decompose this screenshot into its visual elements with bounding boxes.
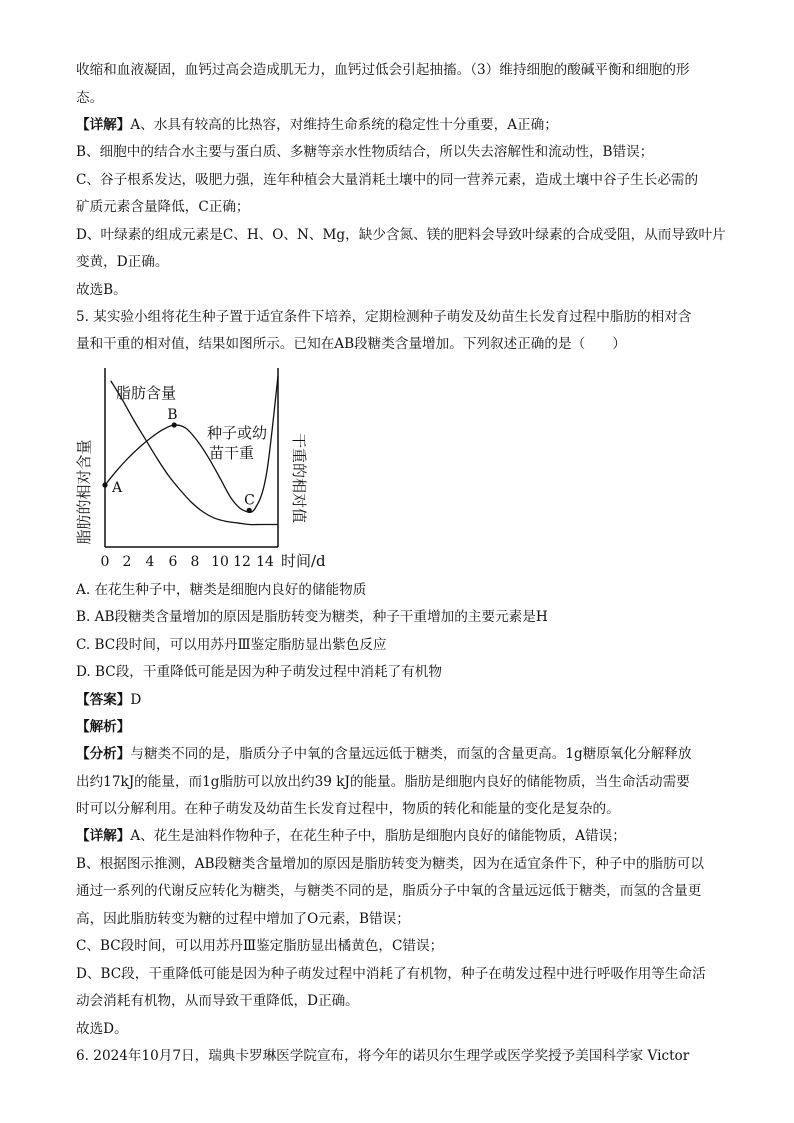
paragraph-line (76, 307, 691, 327)
analysis-line (76, 826, 626, 846)
x-tick-label: 2 (122, 554, 132, 569)
option-b (76, 607, 548, 627)
paragraph-line (76, 280, 127, 300)
line-text: 态。 (76, 90, 104, 106)
analysis-line (76, 964, 706, 984)
point-b (172, 422, 177, 427)
section-tag: 【答案】 (76, 692, 131, 708)
paragraph-line (76, 334, 626, 354)
paragraph-line (76, 88, 103, 108)
line-text: 高，因此脂肪转变为糖的过程中增加了O元素，B错误； (76, 911, 410, 927)
label-b: B (167, 406, 178, 423)
line-text: 通过一系列的代谢反应转化为糖类，与糖类不同的是，脂质分子中氧的含量远远低于糖类，而氢的含量更 (76, 883, 702, 899)
paragraph-line (76, 170, 698, 190)
analysis-line (76, 991, 359, 1011)
label-dry-weight-2: 苗干重 (209, 444, 255, 462)
line-text: C、谷子根系发达，吸肥力强，连年种植会大量消耗土壤中的同一营养元素，造成土壤中谷子生长必需的 (76, 172, 699, 188)
analysis-line (76, 909, 410, 929)
x-tick-label: 0 (100, 554, 110, 569)
label-dry-weight-1: 种子或幼 (207, 424, 268, 442)
label-fat-content: 脂肪含量 (116, 384, 177, 402)
analysis-line (76, 1019, 128, 1039)
y-axis-label-right: 干重的相对值 (290, 432, 308, 524)
analysis-line (76, 936, 443, 956)
line-text: A. 在花生种子中，糖类是细胞内良好的储能物质 (76, 582, 367, 598)
section-tag: 【解析】 (76, 719, 131, 735)
option-d (76, 662, 442, 682)
line-text: D、BC段，干重降低可能是因为种子萌发过程中消耗了有机物，种子在萌发过程中进行呼吸作用等生命活 (76, 966, 706, 982)
line-text: A、水具有较高的比热容，对维持生命系统的稳定性十分重要，A正确； (130, 117, 558, 133)
line-text: C. BC段时间，可以用苏丹Ⅲ鉴定脂肪显出紫色反应 (76, 637, 387, 653)
line-text: D. BC段，干重降低可能是因为种子萌发过程中消耗了有机物 (76, 664, 442, 680)
answer-line (76, 690, 141, 710)
analysis-heading (76, 717, 130, 737)
section-tag: 【详解】 (76, 828, 131, 844)
paragraph-line (76, 225, 726, 245)
label-c: C (244, 492, 255, 509)
analysis-line (76, 799, 620, 819)
chart (70, 364, 340, 569)
line-text: 故选B。 (76, 282, 127, 298)
label-a: A (112, 480, 123, 497)
x-tick-label: 10 (211, 554, 229, 569)
line-text: 量和干重的相对值，结果如图所示。已知在AB段糖类含量增加。下列叙述正确的是（ ） (76, 336, 626, 352)
paragraph-line (76, 60, 690, 80)
analysis-line (76, 772, 690, 792)
x-tick-label: 12 (233, 554, 251, 569)
x-tick-label: 14 (256, 554, 274, 569)
line-text: A、花生是油料作物种子，在花生种子中，脂肪是细胞内良好的储能物质，A错误； (130, 828, 626, 844)
analysis-line (76, 881, 701, 901)
line-text: 变黄，D正确。 (76, 254, 169, 270)
line-text: B、细胞中的结合水主要与蛋白质、多糖等亲水性物质结合，所以失去溶解性和流动性，B错误； (76, 144, 654, 160)
x-tick-label: 4 (145, 554, 155, 569)
paragraph-line (76, 252, 168, 272)
x-tick-label: 6 (168, 554, 178, 569)
line-text: 6. 2024年10月7日，瑞典卡罗琳医学院宣布，将今年的诺贝尔生理学或医学奖授予美国科学家 Victor (76, 1048, 690, 1064)
line-text: C、BC段时间，可以用苏丹Ⅲ鉴定脂肪显出橘黄色，C错误； (76, 938, 444, 954)
analysis-line (76, 1046, 689, 1066)
line-text: 收缩和血液凝固，血钙过高会造成肌无力，血钙过低会引起抽搐。（3）维持细胞的酸碱平衡和细胞的形 (76, 62, 690, 78)
line-text: 出约17kJ的能量，而1g脂肪可以放出约39 kJ的能量。脂肪是细胞内良好的储能物质，当生命活动需要 (76, 774, 690, 790)
analysis-line (76, 744, 691, 764)
line-text: 与糖类不同的是，脂质分子中氧的含量远远低于糖类，而氢的含量更高。1g糖原氧化分解释放 (130, 746, 692, 762)
option-a (76, 580, 366, 600)
option-c (76, 635, 387, 655)
paragraph-line (76, 197, 250, 217)
line-text: 矿质元素含量降低，C正确； (76, 199, 250, 215)
section-tag: 【详解】 (76, 117, 131, 133)
figure (70, 364, 340, 573)
line-text: B、根据图示推测，AB段糖类含量增加的原因是脂肪转变为糖类，因为在适宜条件下，种子中的脂肪可以 (76, 856, 704, 872)
paragraph-line (76, 142, 653, 162)
y-axis-label-left: 脂肪的相对含量 (75, 439, 93, 545)
line-text: 故选D。 (76, 1021, 128, 1037)
line-text: 动会消耗有机物，从而导致干重降低，D正确。 (76, 993, 359, 1009)
section-tag: 【分析】 (76, 746, 131, 762)
x-tick-label: 8 (190, 554, 200, 569)
line-text: D、叶绿素的组成元素是C、H、O、N、Mg，缺少含氮、镁的肥料会导致叶绿素的合成受阻，从而导致叶片 (76, 227, 726, 243)
point-c (247, 508, 252, 513)
line-text: 5. 某实验小组将花生种子置于适宜条件下培养，定期检测种子萌发及幼苗生长发育过程中脂肪的相对含 (76, 309, 692, 325)
line-text: B. AB段糖类含量增加的原因是脂肪转变为糖类，种子干重增加的主要元素是H (76, 609, 548, 625)
point-a (102, 482, 107, 487)
line-text: D (130, 692, 142, 708)
paragraph-line (76, 115, 558, 135)
analysis-line (76, 854, 704, 874)
line-text: 时可以分解利用。在种子萌发及幼苗生长发育过程中，物质的转化和能量的变化是复杂的。 (76, 801, 620, 817)
x-axis-label: 时间/d (281, 552, 326, 569)
